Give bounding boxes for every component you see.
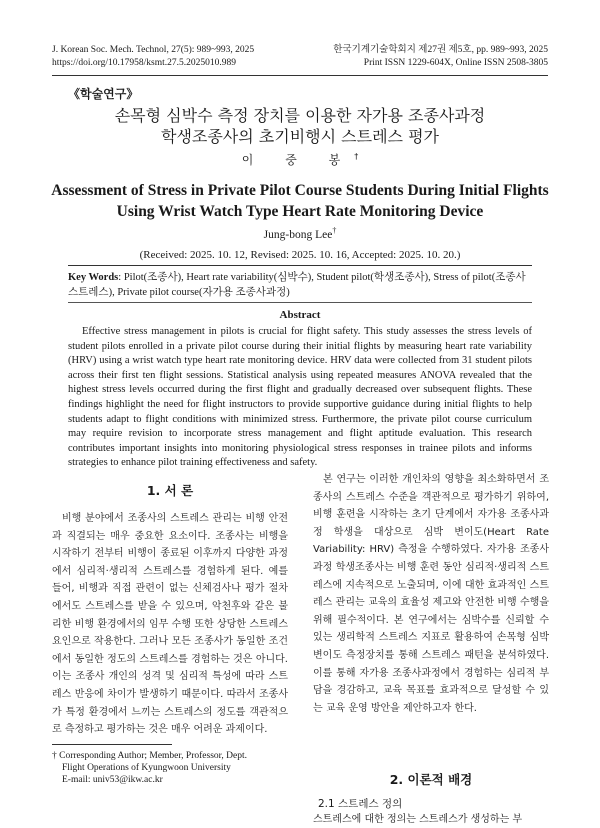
english-author-name: Jung-bong Lee: [263, 228, 333, 241]
korean-title-line-2: 학생조종사의 초기비행시 스트레스 평가: [160, 127, 439, 146]
footnote-email[interactable]: E-mail: univ53@ikw.ac.kr: [62, 775, 163, 785]
header-rule: [52, 75, 548, 76]
abstract-heading: Abstract: [279, 309, 321, 321]
korean-author: [0, 151, 600, 168]
section-1-paragraph: 비행 분야에서 조종사의 스트레스 관리는 비행 안전과 직결되는 매우 중요한 요소이다. 조종사는 비행을 시작하기 전부터 비행이 종료된 이후까지 다양한 과정에서 심리적·생리적 스트레스를 경험하게 된다. 예를 들어, 비행과 직접 관련이 없는 신체검사나 평가 절차에서도 스트레스를 받을 수 있으며, 악천후와 같은 불리한 비행 환경에서의 임무 수행 또한 상당한 스트레스 요인으로 작용한다. 그러나 모든 조종사가 동일한 조건에서 동일한 정도의 스트레스를 경험하는 것은 아니다. 이는 조종사 개인의 성격 및 심리적 특성에 따라 스트레스 반응에 차이가 발생하기 때문이다. 따라서 조종사가 특정 환경에서 느끼는 스트레스의 정도를 객관적으로 측정하고 평가하는 것은 매우 어려운 과제이다.: [52, 513, 288, 736]
right-column: [313, 471, 549, 717]
korean-author-name: 이 중 봉: [241, 153, 355, 167]
left-column: [52, 510, 288, 739]
issn-info: Print ISSN 1229-604X, Online ISSN 2508-3805: [363, 58, 548, 68]
english-title-line-2: Using Wrist Watch Type Heart Rate Monitoring Device: [116, 203, 484, 220]
keywords-top-rule: [68, 265, 532, 266]
keywords-label: Key Words: [68, 272, 119, 283]
footnote-rule: [52, 744, 172, 745]
section-1-heading: 1. 서 론: [146, 483, 194, 498]
right-column-paragraph: 본 연구는 이러한 개인차의 영향을 최소화하면서 조종사의 스트레스 수준을 객관적으로 평가하기 위하여, 비행 훈련을 시작하는 초기 단계에서 자가용 조종사과정 학생을 대상으로 심박 변이도(Heart Rate Variability: HRV) 측정을 수행하였다. 자가용 조종사 과정 학생조종사는 비행 훈련 동안 심리적·생리적 스트레스에 지속적으로 노출되며, 이에 대한 효과적인 스트레스 관리는 교육의 효율성 제고와 안전한 비행 수행을 위해 필수적이다. 본 연구에서는 심박수를 신뢰할 수 있는 생리학적 스트레스 지표로 활용하여 손목형 심박 변이도 측정장치를 통해 스트레스 패턴을 분석하였다. 이를 통해 자가용 조종사과정에서 경험하는 심리적 부담을 경감하고, 교육 목표를 효과적으로 달성할 수 있는 교육 운영 방안을 제안하고자 한다.: [313, 474, 549, 714]
footnote-line-1: † Corresponding Author; Member, Professor, Dept.: [52, 751, 248, 761]
received-dates: (Received: 2025. 10. 12, Revised: 2025. 10. 16, Accepted: 2025. 10. 20.): [139, 249, 461, 261]
author-dagger: †: [354, 152, 359, 161]
subsection-2-1-heading: 2.1 스트레스 정의: [318, 798, 403, 810]
keywords: [68, 270, 538, 300]
footnote-line-2: Flight Operations of Kyungwoon University: [62, 763, 231, 773]
abstract-text: Effective stress management in pilots is crucial for flight safety. This study assesses the stress levels of student pilots enrolled in a private pilot course during their initial flights by measuring heart rate variability (HRV) using a wrist watch type heart rate monitoring device. HRV data were collected from 31 student pilots across their first ten flight sessions. Statistical analysis using repeated measures ANOVA revealed that the highest stress levels occurred during the first flight and gradually decreased over subsequent flights. These findings highlight the need for flight instructors to provide supportive guidance during initial flights to help students adapt to flight conditions with minimized stress. Furthermore, the private pilot course curriculum may require revision to incorporate stress management and flight aptitude evaluation. This research contributes important insights into monitoring physiological stress responses in trainee pilots and informs strategies to enhance pilot training effectiveness and safety.: [68, 326, 532, 469]
journal-citation: J. Korean Soc. Mech. Technol, 27(5): 989~993, 2025: [52, 45, 255, 55]
english-title-line-1: Assessment of Stress in Private Pilot Course Students During Initial Flights: [51, 182, 549, 199]
keywords-text: : Pilot(조종사), Heart rate variability(심박수), Student pilot(학생조종사), Stress of pilot(조종사 스트레스), Private pilot course(자가용 조종사과정): [68, 272, 526, 298]
section-2-heading: 2. 이론적 배경: [389, 772, 473, 787]
english-author-dagger: †: [332, 226, 337, 235]
korean-title-line-1: 손목형 심박수 측정 장치를 이용한 자가용 조종사과정: [114, 106, 486, 125]
subsection-2-1-text: 스트레스에 대한 정의는 스트레스가 생성하는 부: [313, 814, 523, 825]
doi-link[interactable]: https://doi.org/10.17958/ksmt.27.5.2025010.989: [52, 58, 237, 68]
footnote: [52, 750, 288, 786]
article-category: 《학술연구》: [68, 87, 139, 101]
journal-citation-korean: 한국기계기술학회지 제27권 제5호, pp. 989~993, 2025: [333, 45, 548, 55]
keywords-bottom-rule: [68, 302, 532, 303]
english-author: [0, 226, 600, 241]
